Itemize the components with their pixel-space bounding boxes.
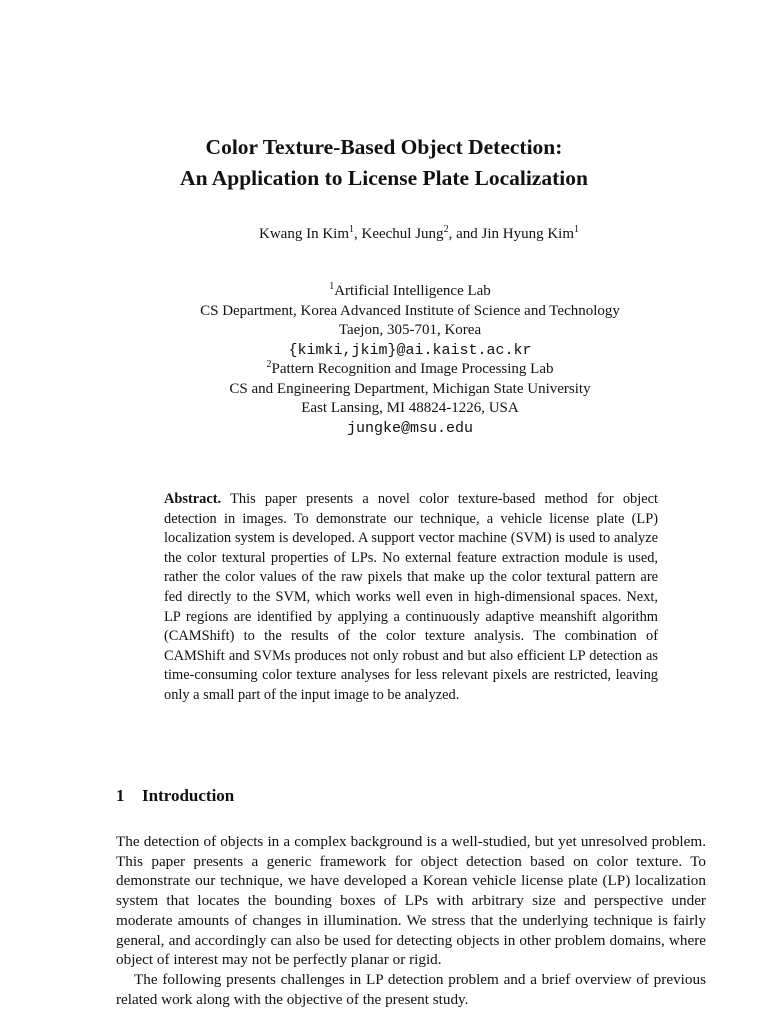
abstract-text: This paper presents a novel color texture-based method for object detection in images. To demonstrate our technique, a vehicle license plate (LP) localization system is developed. A support vector machine (SVM) is used to analyze the color textural properties of LPs. No external feature extraction module is used, rather the color values of the raw pixels that make up the color textural pattern are fed directly to the SVM, which works well even in high-dimensional spaces. Next, LP regions are identified by applying a continuously adaptive meanshift algorithm (CAMShift) to the results of the color texture analysis. The combination of CAMShift and SVMs produces not only robust and but also efficient LP detection as time-consuming color texture analyses for less relevant pixels are restricted, leaving only a small part of the input image to be analyzed. — [164, 491, 659, 703]
affiliation-2-address: East Lansing, MI 48824-1226, USA — [301, 400, 519, 416]
section-number: 1 — [116, 786, 125, 805]
affiliation-mark: 2 — [266, 359, 272, 370]
affiliation-1-name: $^1$Artificial Intelligence Lab — [329, 281, 491, 299]
affiliation-1-department: CS Department, Korea Advanced Institute of Science and Technology — [200, 302, 620, 319]
author-affiliation-mark: 2 — [443, 224, 449, 235]
section-body — [116, 832, 706, 1009]
title-line-1: Color Texture-Based Object Detection: — [205, 135, 563, 159]
author-name: Jin Hyung Kim — [481, 226, 574, 242]
paragraph: The following presents challenges in LP detection problem and a brief overview of previous related work along with the objective of the present study. — [116, 970, 706, 1008]
abstract — [164, 490, 658, 706]
affiliation-2-department: CS and Engineering Department, Michigan State University — [229, 380, 591, 397]
affiliation-block — [0, 282, 768, 438]
section-heading — [116, 786, 234, 806]
title-line-2: An Application to License Plate Localization — [180, 166, 588, 190]
author-name: Keechul Jung — [361, 226, 444, 242]
paper-title — [0, 132, 768, 194]
affiliation-1-address: Taejon, 305-701, Korea — [338, 322, 482, 338]
affiliation-2-name: $^2$Pattern Recognition and Image Processing Lab — [266, 359, 554, 377]
abstract-label: Abstract. — [164, 491, 222, 507]
author-separator: , — [354, 226, 362, 242]
paragraph: The detection of objects in a complex background is a well-studied, but yet unresolved problem. This paper presents a generic framework for object detection based on color texture. To demonstrate our technique, we have developed a Korean vehicle license plate (LP) localization system that locates the bounding boxes of LPs with arbitrary size and perspective under moderate amounts of changes in illumination. We stress that the underlying technique is fairly general, and accordingly can also be used for detecting objects in other problem domains, where object of interest may not be perfectly planar or rigid. — [116, 833, 706, 969]
author-affiliation-mark: 1 — [349, 224, 354, 235]
author-name: Kwang In Kim — [259, 226, 349, 242]
author-list — [0, 226, 768, 243]
affiliation-mark: 1 — [329, 281, 335, 292]
author-affiliation-mark: 1 — [574, 224, 579, 235]
author-separator: , and — [448, 226, 482, 242]
affiliation-1-email: {kimki,jkim}@ai.kaist.ac.kr — [288, 341, 532, 359]
section-title: Introduction — [142, 786, 235, 805]
affiliation-2-email: jungke@msu.edu — [346, 419, 474, 437]
